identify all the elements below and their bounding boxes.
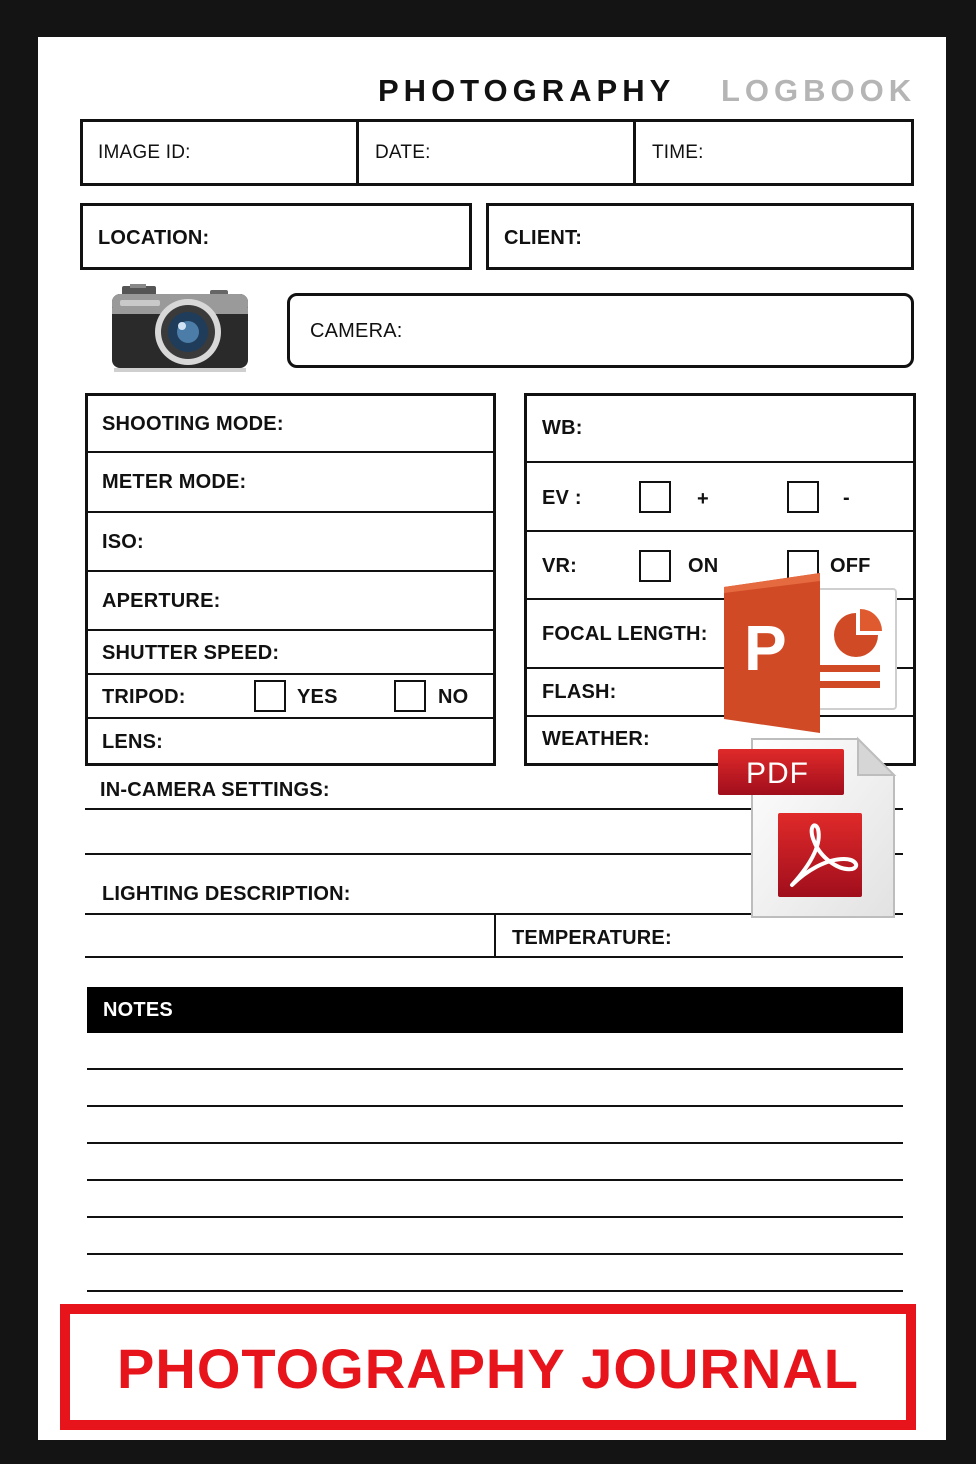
row-id-date-time — [80, 119, 914, 186]
ev-minus-checkbox[interactable] — [787, 481, 819, 513]
divider — [633, 119, 636, 186]
ev-label: EV : — [542, 487, 582, 509]
shutter-speed-label: SHUTTER SPEED: — [102, 642, 280, 664]
location-label: LOCATION: — [98, 227, 210, 249]
image-id-label: IMAGE ID: — [98, 142, 191, 163]
grid-line — [85, 717, 496, 719]
lighting-description-label: LIGHTING DESCRIPTION: — [102, 883, 351, 905]
ev-minus-label: - — [843, 487, 850, 509]
notes-line — [87, 1142, 903, 1144]
powerpoint-letter: P — [744, 612, 787, 684]
pdf-label: PDF — [746, 757, 809, 790]
grid-line — [85, 570, 496, 572]
notes-line — [87, 1253, 903, 1255]
grid-line — [524, 530, 916, 532]
title-photography: PHOTOGRAPHY — [378, 73, 676, 108]
camera-icon — [110, 284, 256, 374]
grid-line — [85, 673, 496, 675]
iso-label: ISO: — [102, 531, 144, 553]
journal-banner-text: PHOTOGRAPHY JOURNAL — [117, 1337, 859, 1400]
notes-line — [87, 1290, 903, 1292]
grid-line — [85, 629, 496, 631]
tripod-yes-label: YES — [297, 686, 338, 708]
vr-off-label: OFF — [830, 555, 871, 577]
vr-label: VR: — [542, 555, 578, 577]
tripod-no-checkbox[interactable] — [394, 680, 426, 712]
title-logbook: LOGBOOK — [721, 73, 917, 108]
in-camera-settings-label: IN-CAMERA SETTINGS: — [100, 779, 330, 801]
pdf-icon — [718, 735, 902, 923]
notes-line — [87, 1105, 903, 1107]
tripod-label: TRIPOD: — [102, 686, 186, 708]
vr-on-checkbox[interactable] — [639, 550, 671, 582]
notes-line — [87, 1179, 903, 1181]
divider — [494, 913, 496, 957]
shooting-mode-label: SHOOTING MODE: — [102, 413, 284, 435]
tripod-yes-checkbox[interactable] — [254, 680, 286, 712]
focal-length-label: FOCAL LENGTH: — [542, 623, 708, 645]
grid-line — [85, 511, 496, 513]
left-settings-grid — [85, 393, 496, 766]
notes-line — [87, 1068, 903, 1070]
logbook-page — [38, 37, 946, 1440]
notes-label: NOTES — [103, 999, 173, 1021]
temperature-label: TEMPERATURE: — [512, 927, 672, 949]
flash-label: FLASH: — [542, 681, 617, 703]
grid-line — [524, 461, 916, 463]
weather-label: WEATHER: — [542, 728, 650, 750]
camera-label: CAMERA: — [310, 320, 403, 342]
date-label: DATE: — [375, 142, 431, 163]
ev-plus-checkbox[interactable] — [639, 481, 671, 513]
divider — [356, 119, 359, 186]
write-line — [85, 956, 903, 958]
vr-on-label: ON — [688, 555, 719, 577]
journal-banner — [60, 1304, 916, 1430]
powerpoint-icon — [724, 573, 902, 733]
ev-plus-label: + — [697, 488, 709, 510]
notes-line — [87, 1216, 903, 1218]
notes-header — [87, 987, 903, 1033]
lens-label: LENS: — [102, 731, 163, 753]
wb-label: WB: — [542, 417, 583, 439]
client-label: CLIENT: — [504, 227, 583, 249]
grid-line — [85, 451, 496, 453]
time-label: TIME: — [652, 142, 704, 163]
meter-mode-label: METER MODE: — [102, 471, 247, 493]
tripod-no-label: NO — [438, 686, 469, 708]
aperture-label: APERTURE: — [102, 590, 221, 612]
